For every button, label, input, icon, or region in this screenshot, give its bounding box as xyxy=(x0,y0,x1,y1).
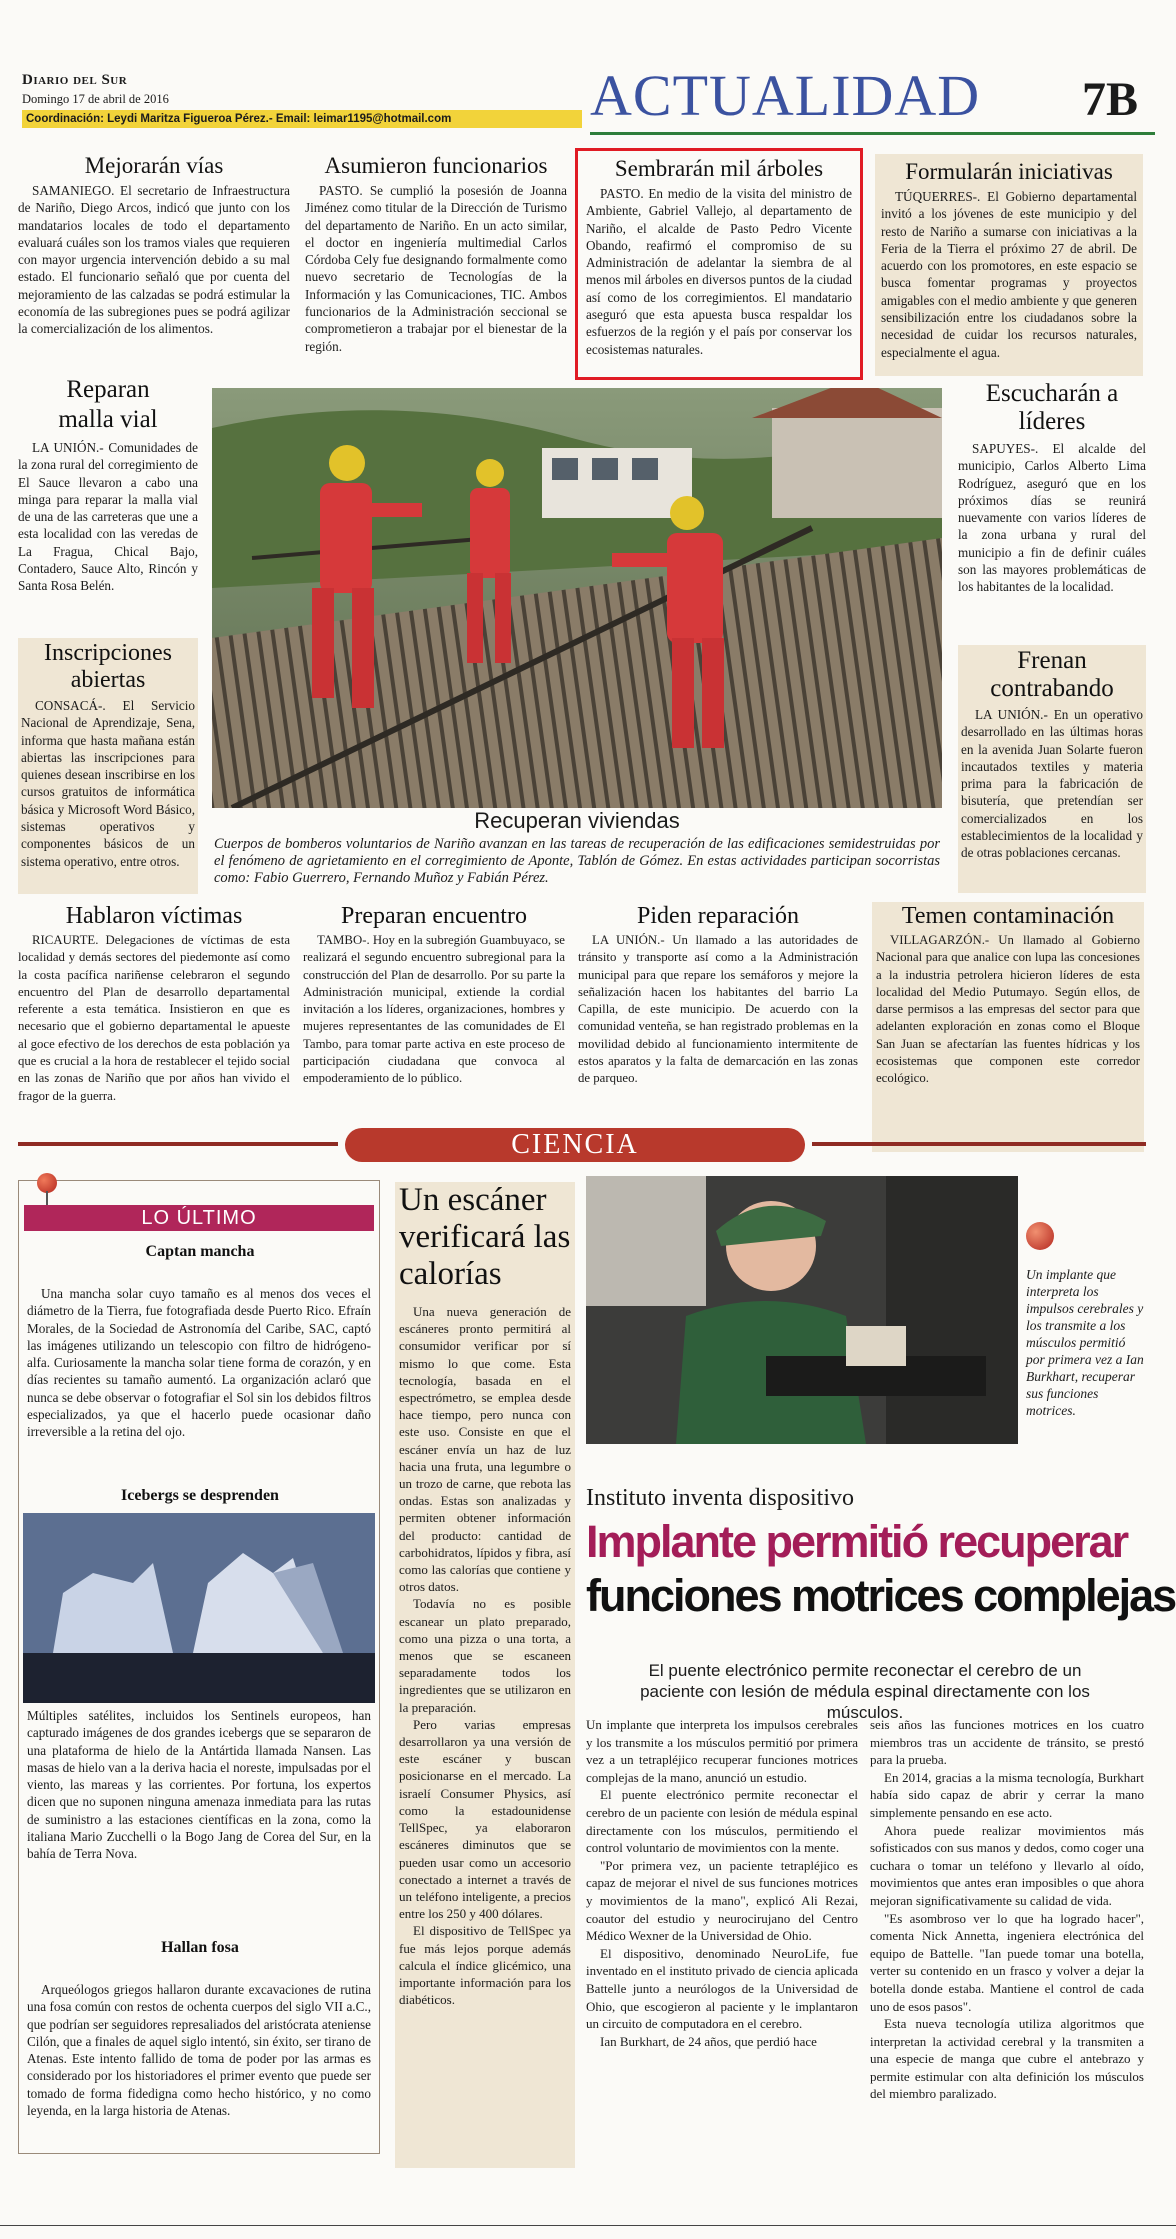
article-title: Temen contaminación xyxy=(901,903,1115,929)
article-body: SAMANIEGO. El secretario de Infraestructura de Nariño, Diego Arcos, indicó que junto con los mandatarios locales de todo el departamento evaluará cuáles son los tramos viales que requieren con mayor urgencia intervención debido a su mal estado. El funcionario señaló que por cuenta del mejoramiento de las calzadas se podrá estimular la economía de las subregiones pues se podrá agilizar la comercialización de los alimentos. xyxy=(18,183,290,337)
icebergs-illustration xyxy=(23,1513,375,1703)
issue-date: Domingo 17 de abril de 2016 xyxy=(22,92,169,106)
section-rule-right xyxy=(812,1142,1146,1146)
captan-body: Una mancha solar cuyo tamaño es al menos dos veces el diámetro de la Tierra, fue fotografiada desde Puerto Rico. Efraín Morales, de la Sociedad de Astronomía del Caribe, SAC, captó las imágenes utilizando un telescopio con filtro de hidrógeno-alfa. Curiosamente la mancha solar tiene forma de corazón, y en días recientes su tamaño aumentó. La organización aclaró que nunca se debe observar o fotografiar el Sol sin los debidos filtros especializados, ya que el hacerlo puede ocasionar daño irreversible a la retina del ojo. xyxy=(27,1286,371,1440)
article-body: TAMBO-. Hoy en la subregión Guambuyaco, se realizará el segundo encuentro subregional para la construcción del Plan de desarrollo. Por su parte la Administración municipal, extiende la cordial invitación a los líderes, organizaciones, hombres y mujeres representantes de las comunidades de El Tambo, para tomar parte activa en este proceso de participación ciudadana que convoca al empoderamiento de lo público. xyxy=(303,933,565,1086)
ciencia-banner: CIENCIA xyxy=(345,1128,805,1162)
burkhart-photo xyxy=(586,1176,1018,1444)
article-formularan xyxy=(875,154,1143,376)
article-title: Escucharán a líderes xyxy=(985,380,1119,435)
article-reparan xyxy=(18,375,198,595)
article-title: Hablaron víctimas xyxy=(65,903,243,929)
article-body: LA UNIÓN.- Comunidades de la zona rural del corregimiento de El Sauce llevaron a cabo una minga para reparar la malla vial de una de las carreteras que une a esta localidad con las veredas de La Fragua, Chical Bajo, Contadero, Sauce Alto, Rincón y Santa Rosa Belén. xyxy=(18,440,198,594)
burkhart-photo-caption: Un implante que interpreta los impulsos cerebrales y los transmite a los músculos permitió por primera vez a Ian Burkhart, recuperar sus funciones motrices. xyxy=(1026,1267,1144,1418)
article-title: Mejorarán vías xyxy=(84,153,224,178)
article-body: TÚQUERRES-. El Gobierno departamental invitó a los jóvenes de este municipio y del resto de Nariño a sumarse con iniciativas a la Feria de la Tierra el próximo 27 de abril. De acuerdo con los promotores, en este espacio se busca fomentar programas y proyectos amigables con el medio ambiente y que generen sensibilización entre los ciudadanos sobre la necesidad de cuidar los recursos naturales, especialmente el agua. xyxy=(881,189,1137,360)
article-frenan xyxy=(958,645,1146,893)
article-body: CONSACÁ-. El Servicio Nacional de Aprendizaje, Sena, informa que hasta mañana están abiertas las inscripciones para quienes desean inscribirse en los cursos gratuitos de informática básica y Microsoft Word Básico, sistemas operativos y componentes básicos de un sistema operativo, entre otros. xyxy=(21,698,195,869)
bottom-rule xyxy=(0,2225,1176,2226)
article-body: SAPUYES-. El alcalde del municipio, Carlos Alberto Lima Rodríguez, aseguró que en los próximos días se reunirá nuevamente con varios líderes de la zona urbana y rural del municipio a fin de definir cuáles son las mayores problemáticas de los habitantes de la localidad. xyxy=(958,441,1146,595)
article-title: Preparan encuentro xyxy=(341,903,527,929)
article-title: Piden reparación xyxy=(637,903,799,929)
article-title: Reparan malla vial xyxy=(58,376,158,433)
article-escaner xyxy=(395,1182,575,2168)
article-preparan xyxy=(303,902,565,1088)
article-body: LA UNIÓN.- En un operativo desarrollado en las últimas horas en la avenida Juan Solarte fueron incautados textiles y materia prima para la fabricación de bisutería, que pretendían ser comercializados en los establecimientos de la localidad y de otras poblaciones cercanas. xyxy=(961,707,1143,861)
article-body: RICAURTE. Delegaciones de víctimas de esta localidad y demás sectores del piedemonte así como la costa pacífica nariñense celebraron el segundo encuentro del Plan de desarrollo departamental referente a esta temática. Insistieron en que es necesario que el gobierno departamental le apueste al goce efectivo de los derechos de esta población ya que es crucial a la hora de restablecer el tejido social en las zonas de Nariño que por años han vivido el fragor de la guerra. xyxy=(18,933,290,1103)
escaner-body: Una nueva generación de escáneres pronto permitirá al consumidor verificar por sí mismo lo que come. Esta tecnología, basada en el espectrómetro, se emplea desde hace tiempo, pero nunca con este uso. Consiste en que el escáner envía un haz de luz hacia una fruta, una legumbre o un trozo de carne, que rebota las ondas. Estas son analizadas y permiten obtener información del producto: cantidad de carbohidratos, lípidos y fibra, así como las calorías que contiene y otros datos. Todavía no es posible escanear un plato preparado, como una pizza o una torta, a menos que se escaneen separadamente todos los ingredientes que se utilizaron en la preparación. Pero varias empresas desarrollaron ya una versión de este escáner y buscan posicionarse en el mercado. La israelí Consumer Physics, así como la estadounidense TellSpec, ya elaboraron escáneres diminutos que se pueden usar como un accesorio conectado a internet a través de un teléfono inteligente, a precios entre los 250 y 400 dólares. El dispositivo de TellSpec ya fue más lejos porque además calcula el índice glicémico, una importante información para los diabéticos. xyxy=(399,1304,571,2008)
firefighters-illustration xyxy=(212,388,942,808)
section-title: ACTUALIDAD xyxy=(590,63,981,128)
icebergs-body: Múltiples satélites, incluidos los Sentinels europeos, han capturado imágenes de dos grandes icebergs que se separaron de una plataforma de hielo de la Antártida llamada Nansen. Las masas de hielo van a la deriva hacia el noreste, impulsadas por el viento, las mareas y las corrientes. Por fortuna, los expertos dicen que no suponen ninguna amenaza inmediata para las rutas de suministro a las estaciones científicas en la zona, como la italiana Mario Zucchelli o la Bogo Jang de Corea del Sur, en la bahía de Terra Nova. xyxy=(27,1708,371,1862)
coordination-bar: Coordinación: Leydi Maritza Figueroa Pérez.- Email: leimar1195@hotmail.com xyxy=(22,110,582,128)
photo-caption: Cuerpos de bomberos voluntarios de Nariño avanzan en las tareas de recuperación de las edificaciones semidestruidas por el fenómeno de agrietamiento en el corregimiento de Aponte, Tablón de Gómez. En estas actividades participan socorristas como: Fabio Guerrero, Fernando Muñoz y Fabián Pérez. xyxy=(214,836,940,886)
implante-col-2: seis años las funciones motrices en los cuatro miembros tras un accidente de tránsito, se prestó para la prueba. En 2014, gracias a la misma tecnología, Burkhart había sido capaz de abrir y cerrar la mano simplemente pensando en ese acto. Ahora puede realizar movimientos más sofisticados con sus manos y dedos, como coger una cuchara o tomar un teléfono y llevarlo al oído, movimientos que antes eran imposibles o que ahora mejoran significativamente su calidad de vida. "Es asombroso ver lo que ha logrado hacer", comenta Nick Annetta, ingeniera electrónica del equipo de Battelle. "Ian puede tomar una botella, verter su contenido en un frasco y volver a dejar la botella donde estaba. Mantiene el control de cada uno de esos pasos". Esta nueva tecnología utiliza algoritmos que interpretan la actividad cerebral y la transmiten a una especie de manga que cubre el antebrazo y permite estimular con alta definición los músculos del miembro paralizado. xyxy=(870,1717,1144,2102)
photo-title: Recuperan viviendas xyxy=(474,808,680,833)
icebergs-photo xyxy=(23,1513,375,1703)
implante-headline-2: funciones motrices complejas xyxy=(586,1570,1176,1621)
page-number: 7B xyxy=(1082,73,1139,126)
hallan-body: Arqueólogos griegos hallaron durante excavaciones de rutina una fosa común con restos de ochenta cuerpos del siglo VII a.C., que podrían ser seguidores represaliados del aristócrata ateniense Cilón, que a finales de aquel siglo intentó, sin éxito, ser tirano de Atenas. Este intento fallido de toma de poder por las armas es considerado por los historiadores el primer evento que puede ser tomado de forma fidedigna como hecho histórico, y no como leyenda, en la larga historia de Atenas. xyxy=(27,1982,371,2119)
article-piden xyxy=(578,902,858,1088)
escaner-title: Un escáner verificará las calorías xyxy=(399,1182,571,1292)
article-title: Inscripciones abiertas xyxy=(44,640,172,693)
article-hablaron xyxy=(18,902,290,1105)
lo-ultimo-label: LO ÚLTIMO xyxy=(24,1205,374,1231)
article-sembraran xyxy=(575,148,863,380)
article-body: PASTO. En medio de la visita del ministro de Ambiente, Gabriel Vallejo, al departamento de Nariño, el alcalde de Pasto Pedro Vicente Obando, reafirmó el compromiso de su Administración de adelantar la siembra de al menos mil árboles en diversos puntos de la ciudad así como de los corregimientos. El mandatario aseguró que esta apuesta busca respaldar los esfuerzos de la región y el país por conservar los ecosistemas naturales. xyxy=(586,186,852,357)
article-mejoraran xyxy=(18,152,290,338)
lo-ultimo-box xyxy=(18,1180,380,2154)
article-temen xyxy=(872,902,1144,1152)
article-escucharan xyxy=(958,380,1146,596)
article-body: VILLAGARZÓN.- Un llamado al Gobierno Nacional para que analice con lupa las concesiones a la industria petrolera hicieron líderes de esta localidad del Medio Putumayo. Según ellos, de darse permisos a las empresas del sector para que adelanten exploración en zonas como el Bloque San Juan se afectarían las fuentes hídricas y los ecosistemas que componen este corredor ecológico. xyxy=(876,933,1140,1086)
burkhart-illustration xyxy=(586,1176,1018,1444)
hallan-title: Hallan fosa xyxy=(161,1939,239,1956)
masthead-rule xyxy=(590,132,1155,135)
pin-icon xyxy=(37,1173,57,1193)
implante-deck: El puente electrónico permite reconectar el cerebro de un paciente con lesión de médula espinal directamente con los músculos. xyxy=(640,1661,1090,1722)
implante-col-1: Un implante que interpreta los impulsos cerebrales y los transmite a los músculos permitió por primera vez a un tetrapléjico recuperar funciones motrices complejas de la mano, anunció un estudio. El puente electrónico permite reconectar el cerebro de un paciente con lesión de médula espinal directamente con los músculos, permitiendo el control voluntario de movimientos con la mente. "Por primera vez, un paciente tetrapléjico es capaz de mejorar el nivel de sus funciones motrices y movimientos de la mano", explicó Ali Rezai, coautor del estudio y neurocirujano del Centro Médico Wexner de la Universidad de Ohio. El dispositivo, denominado NeuroLife, fue inventado en el instituto privado de ciencia aplicada Battelle junto a neurólogos de la Universidad de Ohio, que escogieron al paciente y le implantaron un circuito de computadora en el cerebro. Ian Burkhart, de 24 años, que perdió hace xyxy=(586,1717,858,2049)
implante-headline-1: Implante permitió recuperar xyxy=(586,1516,1128,1567)
article-title: Frenan contrabando xyxy=(990,647,1114,702)
firefighters-photo xyxy=(212,388,942,808)
masthead xyxy=(22,63,1162,150)
captan-title: Captan mancha xyxy=(145,1243,255,1260)
article-title: Formularán iniciativas xyxy=(905,159,1113,184)
section-rule-left xyxy=(18,1142,338,1146)
caption-dot-icon xyxy=(1026,1222,1054,1250)
article-title: Sembrarán mil árboles xyxy=(614,156,824,181)
article-body: PASTO. Se cumplió la posesión de Joanna Jiménez como titular de la Dirección de Turismo del departamento de Nariño. En un acto similar, el doctor en ingeniería multimedial Carlos Córdoba Cely fue designando formalmente como nuevo secretario de Tecnologías de la Información y las Comunicaciones, TIC. Ambos funcionarios de la Administración seccional se comprometieron a trabajar por el bienestar de la región. xyxy=(305,183,567,354)
article-body: LA UNIÓN.- Un llamado a las autoridades de tránsito y transporte así como a la Administración municipal para que repare los semáforos y mejore la señalización hacen los habitantes del barrio La Capilla, de este municipio. De acuerdo con la comunidad venteña, se han registrado problemas en la movilidad debido al funcionamiento intermitente de estos aparatos y la falta de demarcación en las zonas de parqueo. xyxy=(578,933,858,1086)
article-title: Asumieron funcionarios xyxy=(324,153,548,178)
implante-kicker: Instituto inventa dispositivo xyxy=(586,1485,854,1511)
icebergs-title: Icebergs se desprenden xyxy=(121,1487,279,1504)
article-inscripciones xyxy=(18,638,198,894)
paper-name: Diario del Sur xyxy=(22,72,128,88)
article-asumieron xyxy=(305,152,567,355)
